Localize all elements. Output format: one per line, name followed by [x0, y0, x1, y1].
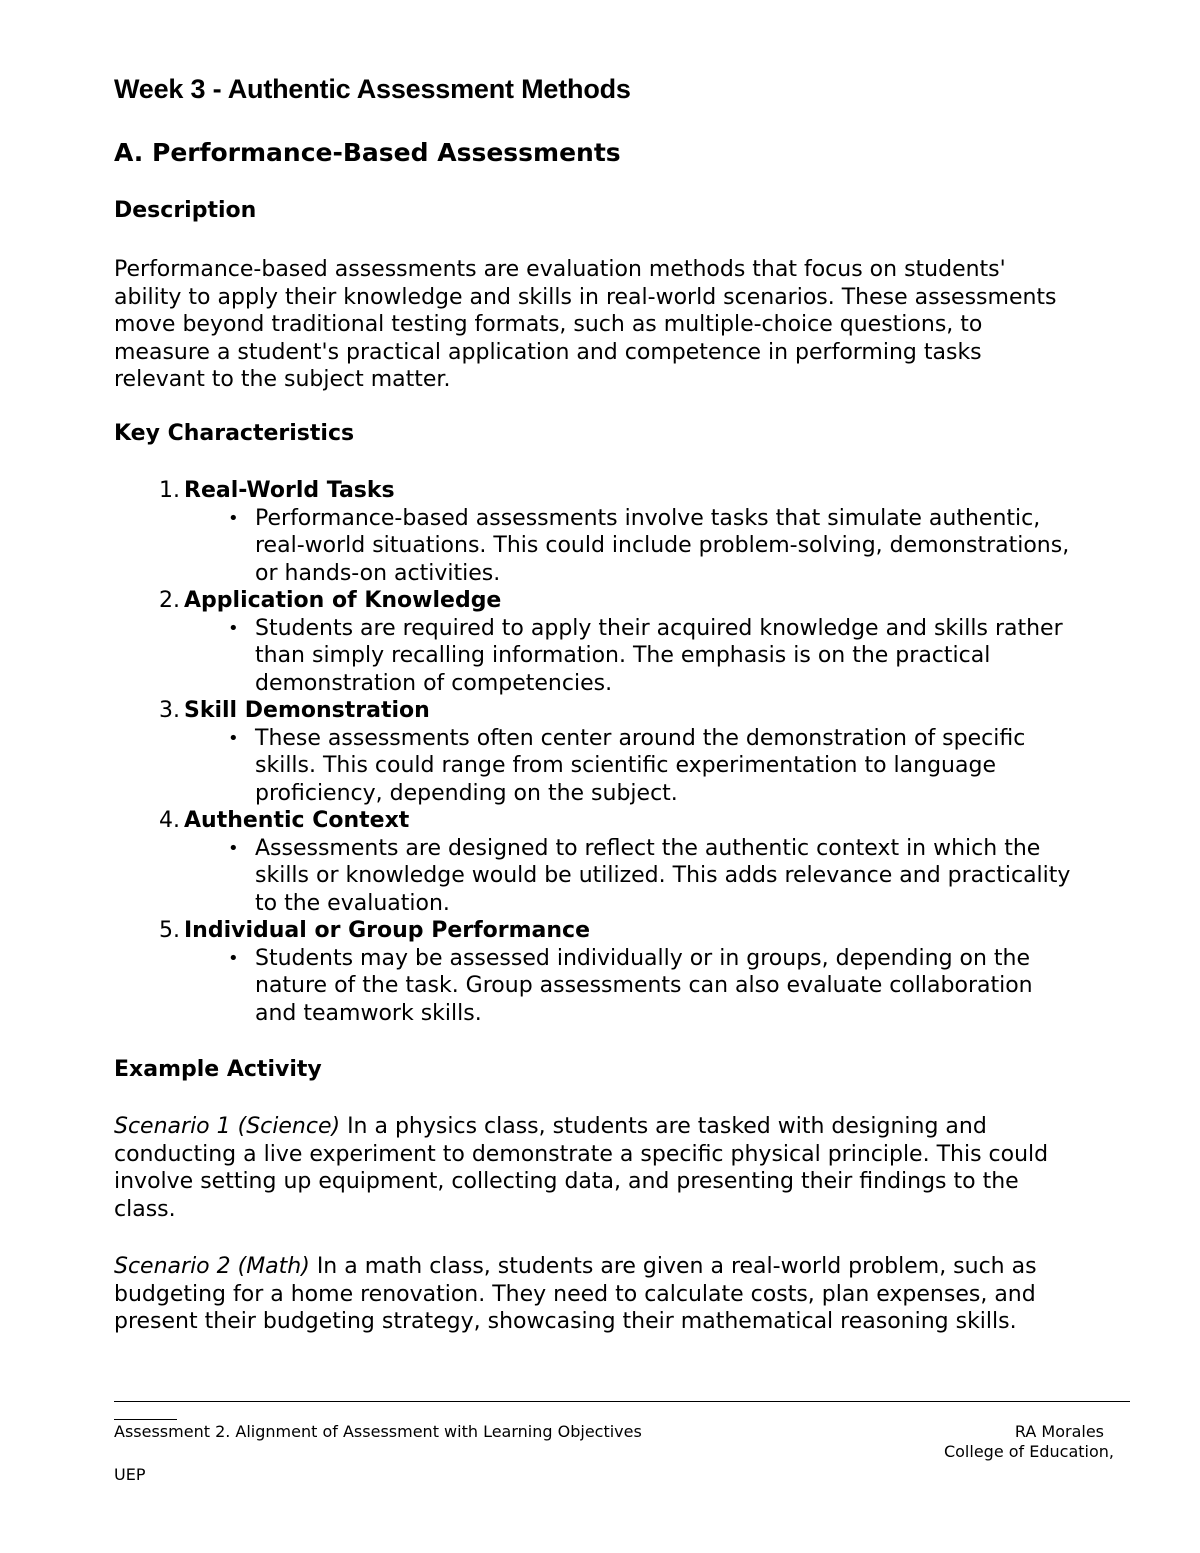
- characteristic-bullet-text: • Students may be assessed individually or in groups, depending on the nature of the task. Group assessments can also evaluate collaboration and teamwork skills.: [228, 945, 1033, 1026]
- description-line: relevant to the subject matter.: [114, 367, 451, 392]
- footer-author: RA Morales: [1014, 1422, 1104, 1441]
- footer-divider: [114, 1401, 1130, 1402]
- key-characteristics-heading: Key Characteristics: [114, 421, 355, 446]
- description-line: Performance-based assessments are evaluation methods that focus on students': [114, 257, 1006, 282]
- bullet-icon: •: [228, 837, 239, 859]
- characteristic-title: Authentic Context: [184, 808, 410, 833]
- example-activity-heading: Example Activity: [114, 1057, 322, 1082]
- list-number: 5.: [159, 918, 180, 943]
- characteristic-title: Individual or Group Performance: [184, 918, 591, 943]
- scenario-1-paragraph: Scenario 1 (Science) In a physics class, students are tasked with designing and conducting a live experiment to demonstrate a specific physical principle. This could involve setting up equipment, collecting data, and presenting their findings to the class.: [114, 1114, 1049, 1222]
- characteristic-item: [114, 917, 1154, 1027]
- bullet-icon: •: [228, 727, 239, 749]
- week-title: Week 3 - Authentic Assessment Methods: [114, 74, 631, 104]
- list-number: 1.: [159, 478, 180, 503]
- bullet-icon: •: [228, 507, 239, 529]
- characteristic-item: [114, 477, 1154, 587]
- description-line: measure a student's practical application and competence in performing tasks: [114, 339, 982, 365]
- bullet-icon: •: [228, 947, 239, 969]
- footer-college: College of Education,: [943, 1442, 1114, 1461]
- characteristic-item: [114, 697, 1154, 807]
- characteristic-item: [114, 807, 1154, 917]
- characteristics-list: [114, 477, 1154, 1027]
- description-paragraph: [114, 256, 1154, 394]
- characteristic-bullet-text: • These assessments often center around the demonstration of specific skills. This could range from scientific experimentation to language proficiency, depending on the subject.: [228, 725, 1026, 806]
- characteristic-bullet-text: • Performance-based assessments involve tasks that simulate authentic, real-world situations. This could include problem-solving, demonstrations, or hands-on activities.: [228, 505, 1070, 586]
- list-number: 3.: [159, 698, 180, 723]
- description-heading: Description: [114, 198, 257, 223]
- bullet-icon: •: [228, 617, 239, 639]
- footer-course-title: Assessment 2. Alignment of Assessment with Learning Objectives: [114, 1422, 642, 1441]
- characteristic-title: Real-World Tasks: [184, 478, 395, 503]
- characteristic-bullet-text: • Assessments are designed to reflect the authentic context in which the skills or knowledge would be utilized. This adds relevance and practicality to the evaluation.: [228, 835, 1071, 916]
- characteristic-item: [114, 587, 1154, 697]
- scenario-1-label: Scenario 1 (Science): [114, 1114, 341, 1139]
- list-number: 2.: [159, 588, 180, 613]
- characteristic-title: Skill Demonstration: [184, 698, 430, 723]
- scenario-2-label: Scenario 2 (Math): [114, 1254, 310, 1279]
- characteristic-title: Application of Knowledge: [184, 588, 502, 613]
- footer-university: UEP: [114, 1465, 146, 1484]
- scenario-2-paragraph: Scenario 2 (Math) In a math class, students are given a real-world problem, such as budgeting for a home renovation. They need to calculate costs, plan expenses, and present their budgeting strategy, showcasing their mathematical reasoning skills.: [114, 1254, 1037, 1334]
- list-number: 4.: [159, 808, 180, 833]
- footer-short-rule: [114, 1419, 177, 1420]
- description-line: ability to apply their knowledge and skills in real-world scenarios. These assessments: [114, 284, 1057, 310]
- section-title: A. Performance-Based Assessments: [114, 138, 621, 167]
- description-line: move beyond traditional testing formats, such as multiple-choice questions, to: [114, 312, 983, 337]
- characteristic-bullet-text: • Students are required to apply their acquired knowledge and skills rather than simply recalling information. The emphasis is on the practical demonstration of competencies.: [228, 615, 1063, 696]
